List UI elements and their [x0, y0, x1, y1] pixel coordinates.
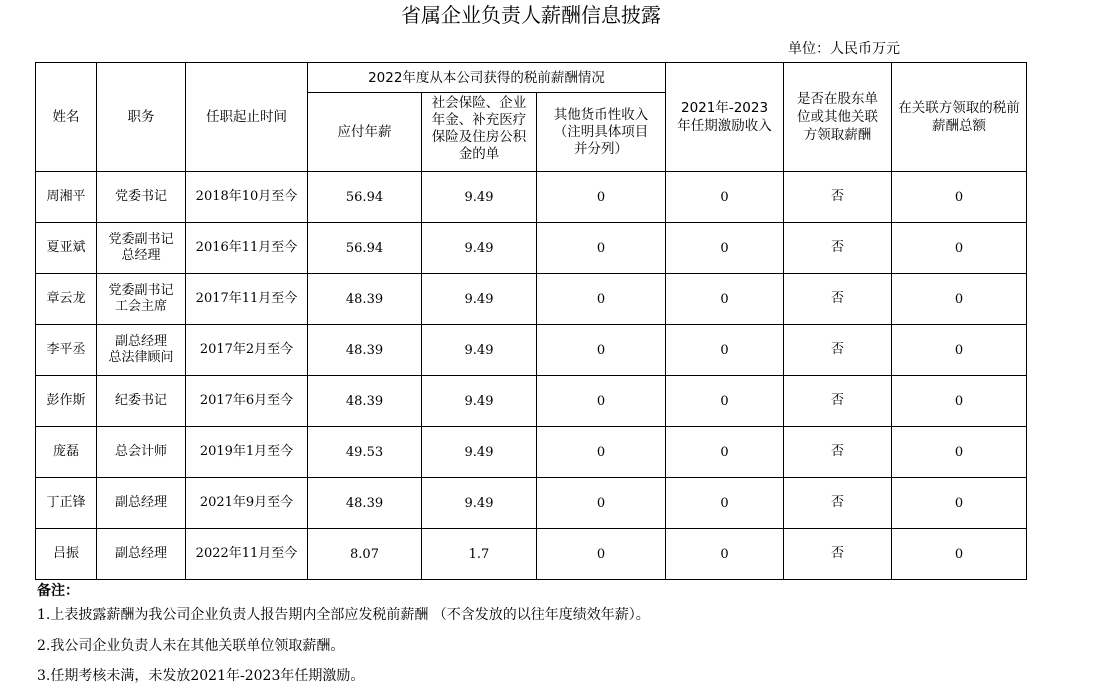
header-shareholder-pay: 是否在股东单位或其他关联方领取薪酬	[784, 63, 892, 172]
cell-incentive: 0	[666, 376, 784, 427]
cell-social-insurance: 9.49	[422, 274, 537, 325]
cell-social-insurance: 9.49	[422, 376, 537, 427]
cell-position: 纪委书记	[97, 376, 186, 427]
page-title: 省属企业负责人薪酬信息披露	[401, 3, 661, 27]
cell-annual-salary: 48.39	[308, 478, 422, 529]
header-term: 任职起止时间	[186, 63, 308, 172]
cell-shareholder-pay: 否	[784, 325, 892, 376]
header-related-total: 在关联方领取的税前薪酬总额	[892, 63, 1027, 172]
cell-term: 2017年2月至今	[186, 325, 308, 376]
cell-other-income: 0	[537, 274, 666, 325]
cell-annual-salary: 56.94	[308, 172, 422, 223]
cell-incentive: 0	[666, 274, 784, 325]
cell-shareholder-pay: 否	[784, 172, 892, 223]
header-incentive: 2021年-2023年任期激励收入	[666, 63, 784, 172]
cell-shareholder-pay: 否	[784, 274, 892, 325]
cell-term: 2016年11月至今	[186, 223, 308, 274]
cell-related-total: 0	[892, 376, 1027, 427]
cell-term: 2021年9月至今	[186, 478, 308, 529]
cell-other-income: 0	[537, 325, 666, 376]
cell-other-income: 0	[537, 172, 666, 223]
cell-term: 2019年1月至今	[186, 427, 308, 478]
header-name: 姓名	[36, 63, 97, 172]
cell-related-total: 0	[892, 478, 1027, 529]
cell-name: 庞磊	[36, 427, 97, 478]
cell-related-total: 0	[892, 325, 1027, 376]
cell-related-total: 0	[892, 529, 1027, 580]
cell-position: 党委书记	[97, 172, 186, 223]
header-row-1	[36, 63, 1027, 93]
cell-social-insurance: 9.49	[422, 478, 537, 529]
cell-related-total: 0	[892, 172, 1027, 223]
table-row	[36, 376, 1027, 427]
header-group-2022: 2022年度从本公司获得的税前薪酬情况	[308, 63, 666, 93]
cell-shareholder-pay: 否	[784, 427, 892, 478]
cell-annual-salary: 8.07	[308, 529, 422, 580]
table-row	[36, 325, 1027, 376]
cell-related-total: 0	[892, 427, 1027, 478]
cell-shareholder-pay: 否	[784, 478, 892, 529]
cell-name: 夏亚斌	[36, 223, 97, 274]
cell-annual-salary: 48.39	[308, 325, 422, 376]
cell-term: 2018年10月至今	[186, 172, 308, 223]
table-row	[36, 529, 1027, 580]
table-row	[36, 274, 1027, 325]
cell-other-income: 0	[537, 427, 666, 478]
cell-shareholder-pay: 否	[784, 529, 892, 580]
cell-position: 副总经理	[97, 478, 186, 529]
note-item: 3.任期考核未满，未发放2021年-2023年任期激励。	[37, 668, 365, 684]
cell-social-insurance: 1.7	[422, 529, 537, 580]
cell-annual-salary: 48.39	[308, 376, 422, 427]
note-item: 2.我公司企业负责人未在其他关联单位领取薪酬。	[37, 638, 345, 654]
header-annual-salary: 应付年薪	[308, 93, 422, 172]
cell-related-total: 0	[892, 274, 1027, 325]
cell-name: 吕振	[36, 529, 97, 580]
cell-incentive: 0	[666, 172, 784, 223]
table-row	[36, 478, 1027, 529]
cell-position: 副总经理 总法律顾问	[97, 325, 186, 376]
cell-incentive: 0	[666, 325, 784, 376]
cell-position: 副总经理	[97, 529, 186, 580]
cell-other-income: 0	[537, 223, 666, 274]
cell-other-income: 0	[537, 478, 666, 529]
cell-term: 2022年11月至今	[186, 529, 308, 580]
cell-annual-salary: 49.53	[308, 427, 422, 478]
cell-position: 党委副书记 总经理	[97, 223, 186, 274]
cell-name: 丁正锋	[36, 478, 97, 529]
cell-social-insurance: 9.49	[422, 223, 537, 274]
cell-other-income: 0	[537, 529, 666, 580]
cell-name: 李平丞	[36, 325, 97, 376]
cell-name: 周湘平	[36, 172, 97, 223]
cell-other-income: 0	[537, 376, 666, 427]
table-row	[36, 172, 1027, 223]
cell-name: 彭作斯	[36, 376, 97, 427]
cell-social-insurance: 9.49	[422, 172, 537, 223]
cell-incentive: 0	[666, 427, 784, 478]
compensation-table	[35, 62, 1027, 580]
cell-term: 2017年6月至今	[186, 376, 308, 427]
cell-incentive: 0	[666, 478, 784, 529]
cell-social-insurance: 9.49	[422, 325, 537, 376]
cell-name: 章云龙	[36, 274, 97, 325]
cell-shareholder-pay: 否	[784, 223, 892, 274]
cell-position: 党委副书记 工会主席	[97, 274, 186, 325]
cell-position: 总会计师	[97, 427, 186, 478]
note-item: 1.上表披露薪酬为我公司企业负责人报告期内全部应发税前薪酬 （不含发放的以往年度绩效年薪）。	[37, 607, 650, 623]
cell-annual-salary: 56.94	[308, 223, 422, 274]
cell-shareholder-pay: 否	[784, 376, 892, 427]
table-row	[36, 427, 1027, 478]
unit-label: 单位：人民币万元	[788, 41, 900, 57]
notes-label: 备注：	[37, 583, 79, 599]
header-other-income: 其他货币性收入（注明具体项目并分列）	[537, 93, 666, 172]
cell-social-insurance: 9.49	[422, 427, 537, 478]
cell-incentive: 0	[666, 223, 784, 274]
cell-term: 2017年11月至今	[186, 274, 308, 325]
cell-annual-salary: 48.39	[308, 274, 422, 325]
cell-incentive: 0	[666, 529, 784, 580]
cell-related-total: 0	[892, 223, 1027, 274]
table-row	[36, 223, 1027, 274]
header-social-insurance: 社会保险、企业年金、补充医疗保险及住房公积金的单	[422, 93, 537, 172]
header-position: 职务	[97, 63, 186, 172]
